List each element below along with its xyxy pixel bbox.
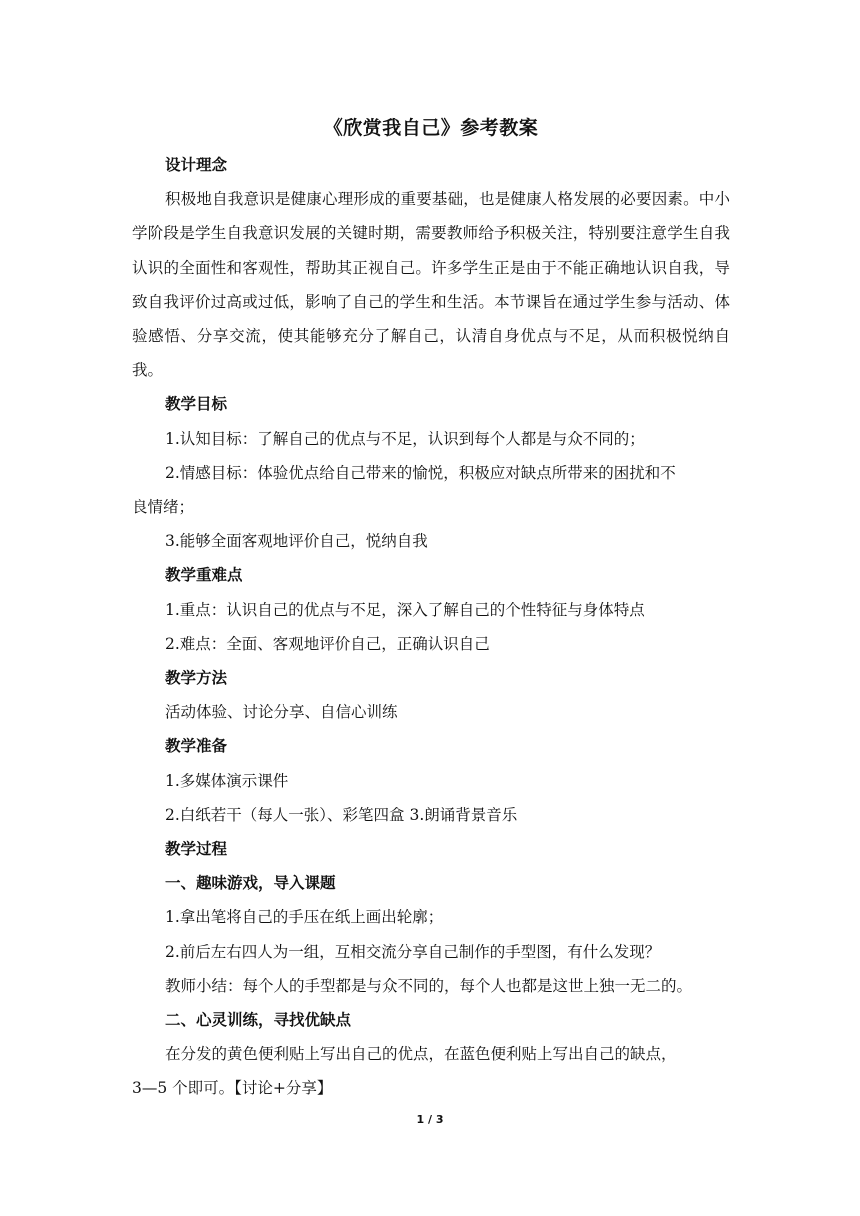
section-1-item-1: 1.拿出笔将自己的手压在纸上画出轮廓； [165, 908, 444, 927]
methods-heading: 教学方法 [165, 668, 228, 688]
methods-text: 活动体验、讨论分享、自信心训练 [165, 703, 398, 722]
keypoint-item-2: 2.难点：全面、客观地评价自己，正确认识自己 [165, 634, 490, 653]
document-title: 《欣赏我自己》参考教案 [323, 117, 539, 139]
goal-item-2-line-2: 良情绪； [132, 498, 195, 517]
process-heading: 教学过程 [165, 839, 228, 859]
design-heading: 设计理念 [165, 155, 228, 174]
prep-heading: 教学准备 [165, 736, 228, 756]
goal-item-1: 1.认知目标：了解自己的优点与不足，认识到每个人都是与众不同的； [165, 429, 645, 448]
section-1-summary: 教师小结：每个人的手型都是与众不同的，每个人也都是这世上独一无二的。 [165, 976, 693, 995]
goal-item-2-line-1: 2.情感目标：体验优点给自己带来的愉悦，积极应对缺点所带来的困扰和不 [165, 463, 676, 482]
section-1-item-2: 2.前后左右四人为一组，互相交流分享自己制作的手型图，有什么发现？ [165, 942, 661, 961]
design-paragraph: 积极地自我意识是健康心理形成的重要基础，也是健康人格发展的必要因素。中小学阶段是学生自我意识发展的关键时期，需要教师给予积极关注，特别要注意学生自我认识的全面性和客观性，帮助其正视自己。许多学生正是由于不能正确地认识自我，导致自我评价过高或过低，影响了自己的学生和生活。本节课旨在通过学生参与活动、体验感悟、分享交流，使其能够充分了解自己，认清自身优点与不足，从而积极悦纳自我。 [132, 190, 730, 380]
section-2-line-1: 在分发的黄色便利贴上写出自己的优点，在蓝色便利贴上写出自己的缺点， [165, 1045, 677, 1064]
section-2-line-2: 3—5 个即可。【讨论+分享】 [132, 1079, 333, 1098]
keypoint-item-1: 1.重点：认识自己的优点与不足，深入了解自己的个性特征与身体特点 [165, 600, 645, 619]
document-body [132, 112, 730, 1106]
prep-item-1: 1.多媒体演示课件 [165, 771, 289, 790]
section-1-heading: 一、趣味游戏，导入课题 [165, 873, 336, 893]
page-number: 1 / 3 [416, 1113, 444, 1126]
keypoints-heading: 教学重难点 [165, 565, 243, 585]
goals-heading: 教学目标 [165, 394, 228, 414]
prep-item-2: 2.白纸若干（每人一张）、彩笔四盒 3.朗诵背景音乐 [165, 805, 518, 824]
section-2-heading: 二、心灵训练，寻找优缺点 [165, 1010, 352, 1030]
goal-item-3: 3.能够全面客观地评价自己，悦纳自我 [165, 532, 428, 551]
